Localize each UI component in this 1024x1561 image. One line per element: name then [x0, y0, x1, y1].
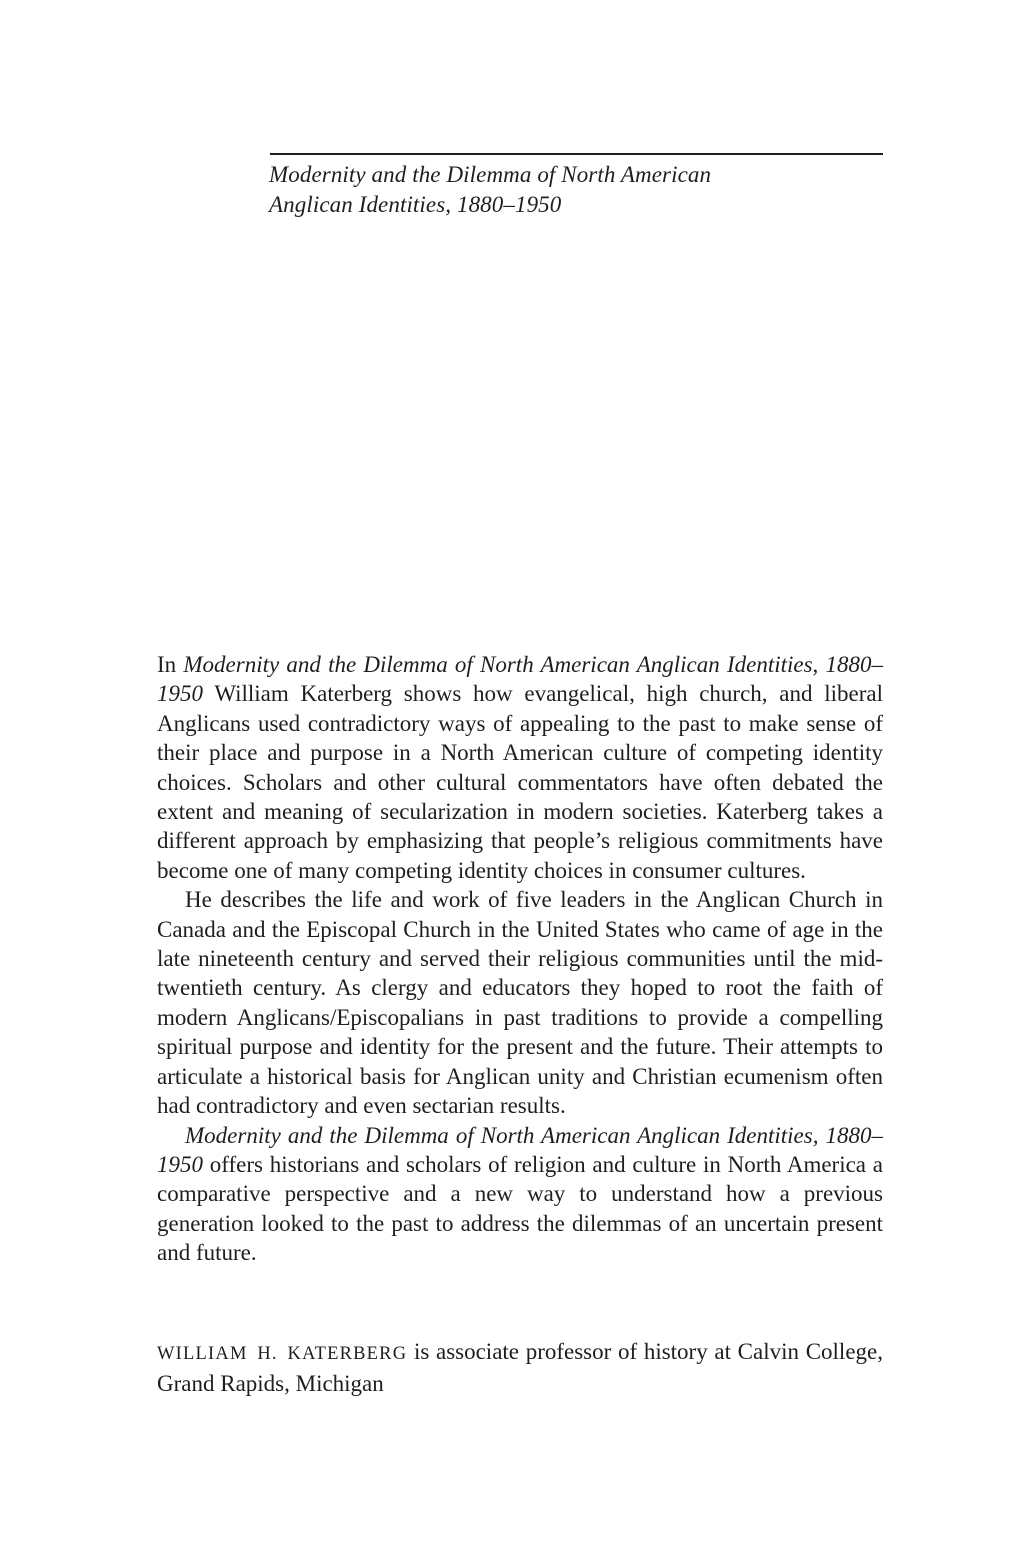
- leaders-paragraph: [157, 885, 883, 1120]
- bio-text: is associate professor of history at Calvin College, Grand Rapids, Michigan: [157, 1339, 883, 1397]
- audience-paragraph: [157, 1121, 883, 1268]
- author-bio: [157, 1337, 883, 1399]
- book-title-line-1: Modernity and the Dilemma of North American: [269, 162, 712, 187]
- text-run: William Katerberg shows how evangelical, high church, and liberal Anglicans used contradictory ways of appealing to the past to make sense of their place and purpose in a North American culture of competing identity choices. Scholars and other cultural commentators have often debated the extent and meaning of secularization in modern societies. Katerberg takes a different approach by emphasizing that people’s religious commitments have become one of many competing identity choices in consumer cultures.: [157, 681, 883, 883]
- description-text: [157, 650, 883, 1268]
- text-run: In: [157, 652, 184, 677]
- book-title: [269, 160, 809, 219]
- text-run: He describes the life and work of five leaders in the Anglican Church in Canada and the Episcopal Church in the United States who came of age in the late nineteenth century and served their religious communities until the mid-twentieth century. As clergy and educators they hoped to root the faith of modern Anglicans/Episcopalians in past traditions to provide a compelling spiritual purpose and identity for the present and the future. Their attempts to articulate a historical basis for Anglican unity and Christian ecumenism often had contradictory and even sectarian results.: [157, 887, 883, 1119]
- book-title-inline: Modernity and the Dilemma of North American Anglican Identities, 1880–1950: [157, 1122, 883, 1177]
- author-name: WILLIAM H. KATERBERG: [157, 1344, 408, 1364]
- book-title-line-2: Anglican Identities, 1880–1950: [269, 191, 562, 217]
- text-run: offers historians and scholars of religion and culture in North America a comparative perspective and a new way to understand how a previous generation looked to the past to address the dilemmas of an uncertain present and future.: [157, 1151, 883, 1266]
- title-divider-rule: [270, 153, 883, 155]
- book-title-inline: Modernity and the Dilemma of North American Anglican Identities, 1880–1950: [157, 652, 883, 707]
- intro-paragraph: [157, 650, 883, 885]
